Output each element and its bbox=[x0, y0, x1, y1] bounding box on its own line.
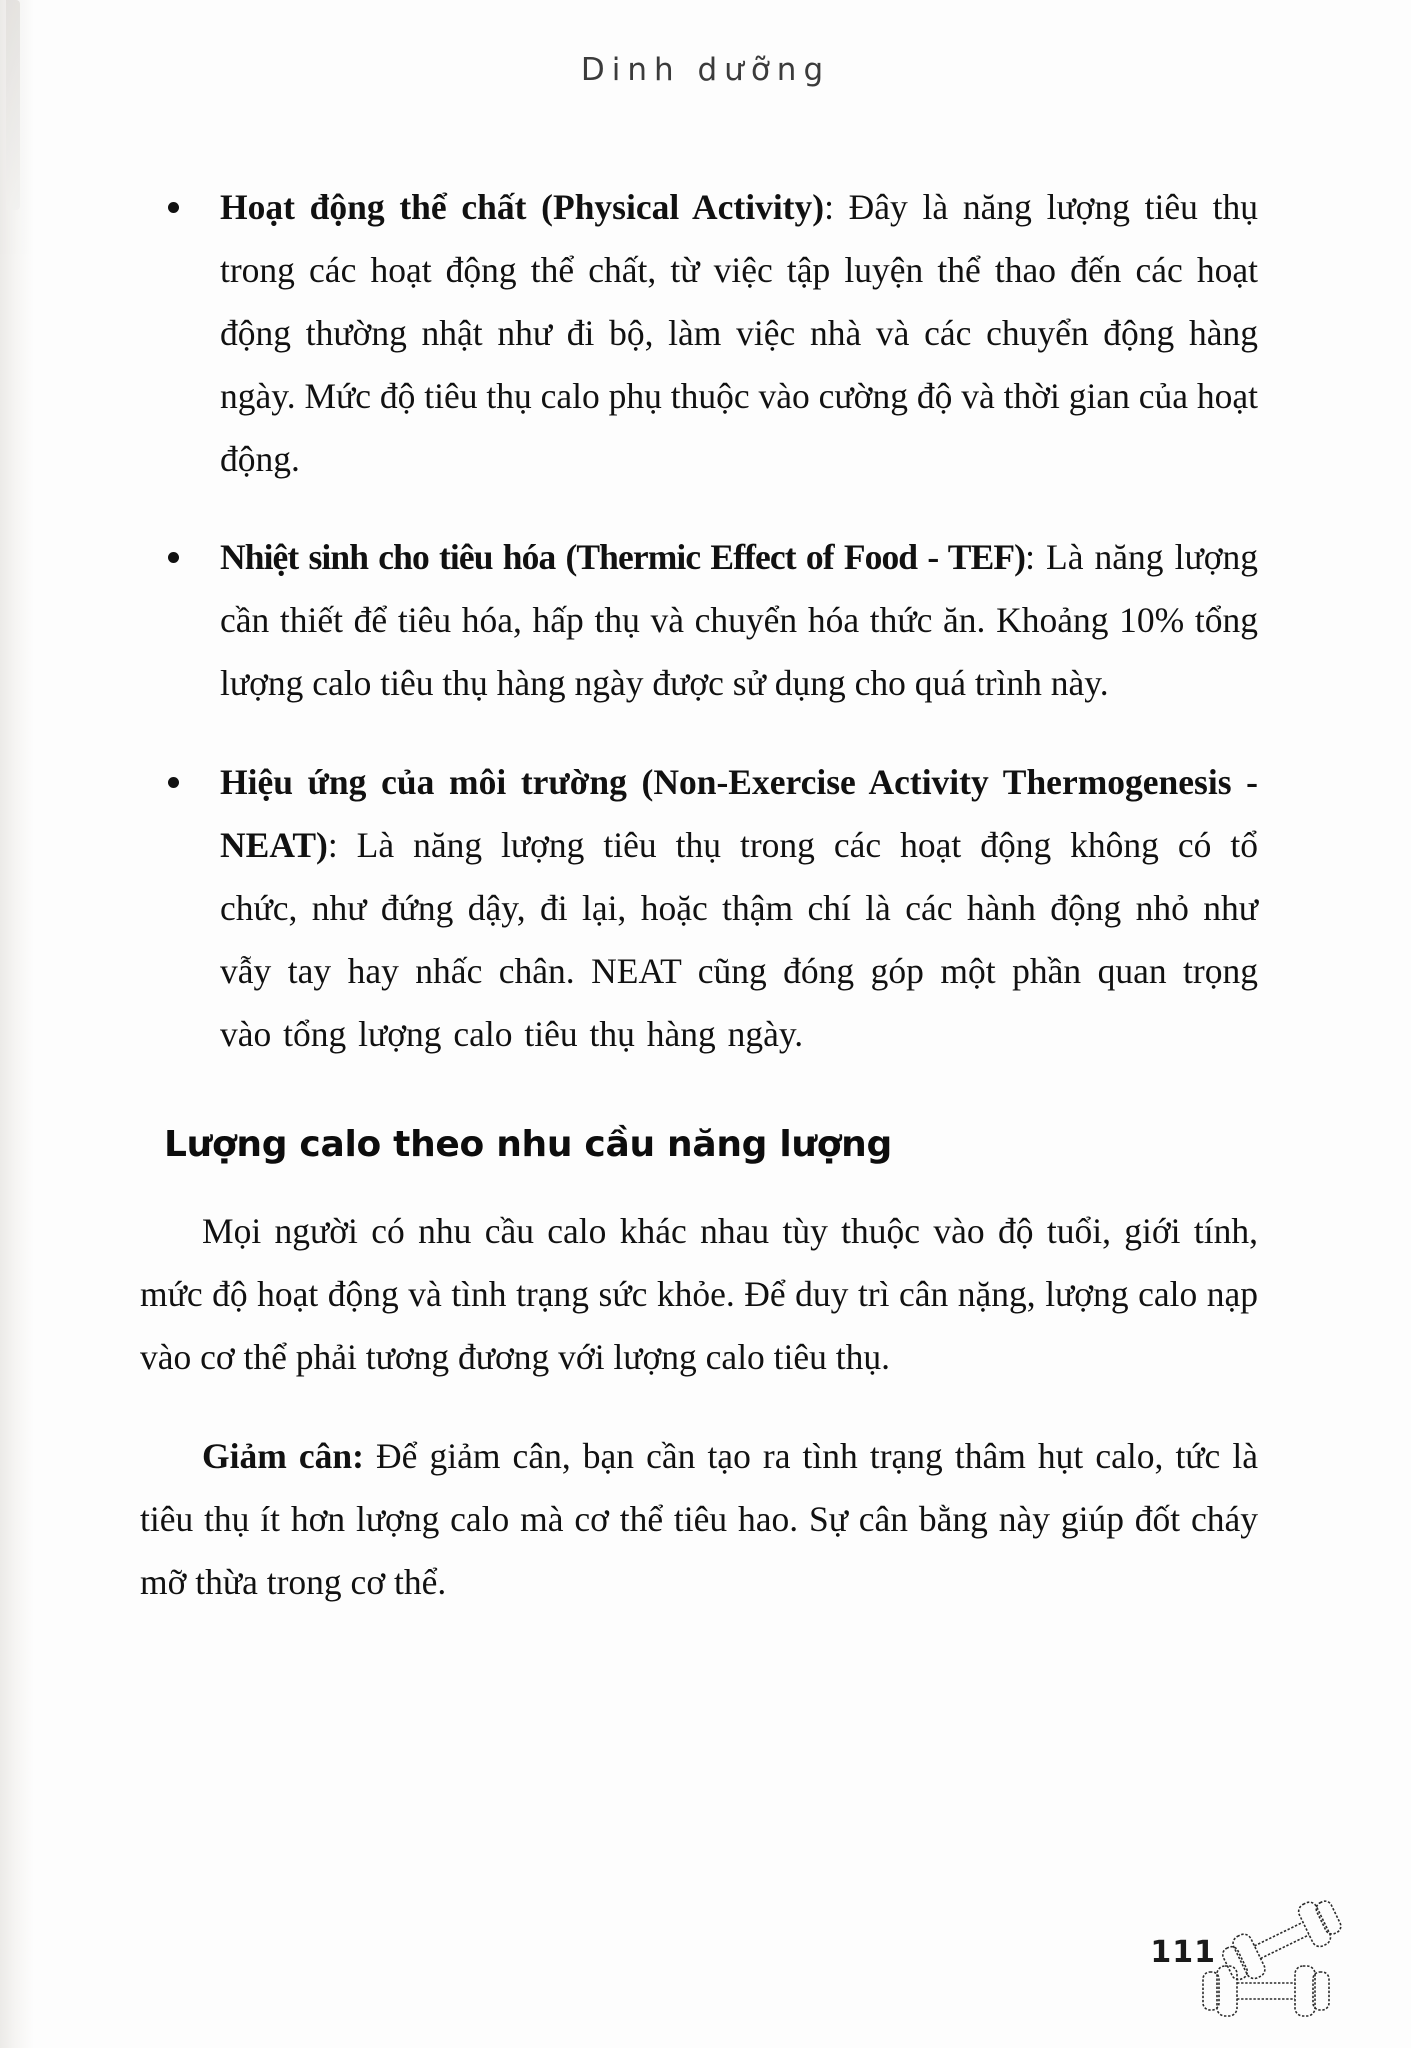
running-head: Dinh dưỡng bbox=[580, 52, 831, 88]
bullet-lead-label: Hoạt động thể chất (Physical Activity) bbox=[220, 186, 825, 227]
paragraph-lead-label: Giảm cân: bbox=[202, 1435, 364, 1476]
section-heading: Lượng calo theo nhu cầu năng lượng bbox=[164, 1123, 892, 1165]
bullet-paragraph bbox=[220, 176, 1258, 491]
bullet-paragraph bbox=[220, 526, 1258, 715]
bullet-dot-icon bbox=[168, 777, 179, 788]
bullet-body-text: : Là năng lượng tiêu thụ trong các hoạt động không có tổ chức, như đứng dậy, đi lại, hoặc thậm chí là các hành động nhỏ như vẫy tay hay nhấc chân. NEAT cũng đóng góp một phần quan trọng vào tổng lượng calo tiêu thụ hàng ngày. bbox=[220, 824, 1258, 1054]
scan-edge-artifact bbox=[6, 0, 20, 210]
bullet-item-physical-activity bbox=[140, 176, 1258, 491]
paragraph-body-text: Để giảm cân, bạn cần tạo ra tình trạng thâm hụt calo, tức là tiêu thụ ít hơn lượng calo mà cơ thể tiêu hao. Sự cân bằng này giúp đốt cháy mỡ thừa trong cơ thể. bbox=[140, 1435, 1258, 1602]
section-paragraph-2 bbox=[140, 1425, 1258, 1614]
bullet-dot-icon bbox=[168, 552, 179, 563]
page-number: 111 bbox=[1150, 1935, 1216, 1970]
bullet-paragraph bbox=[220, 751, 1258, 1066]
bullet-body-text: : Là năng lượng cần thiết để tiêu hóa, hấp thụ và chuyển hóa thức ăn. Khoảng 10% tổng lượng calo tiêu thụ hàng ngày được sử dụng cho quá trình này. bbox=[220, 537, 1259, 703]
page-content bbox=[140, 140, 1258, 1640]
bullet-lead-label: Hiệu ứng của môi trường (Non-Exercise Activity Thermogenesis - NEAT) bbox=[220, 761, 1258, 865]
bullet-item-neat bbox=[140, 751, 1258, 1066]
bullet-body-text: : Đây là năng lượng tiêu thụ trong các hoạt động thể chất, từ việc tập luyện thể thao đến các hoạt động thường nhật như đi bộ, làm việc nhà và các chuyển động hàng ngày. Mức độ tiêu thụ calo phụ thuộc vào cường độ và thời gian của hoạt động. bbox=[220, 186, 1258, 479]
dumbbell-icon bbox=[1185, 1884, 1375, 2034]
scan-edge-shadow bbox=[0, 0, 34, 2048]
section-paragraph-1: Mọi người có nhu cầu calo khác nhau tùy thuộc vào độ tuổi, giới tính, mức độ hoạt động và tình trạng sức khỏe. Để duy trì cân nặng, lượng calo nạp vào cơ thể phải tương đương với lượng calo tiêu thụ. bbox=[140, 1211, 1258, 1377]
bullet-lead-label: Nhiệt sinh cho tiêu hóa (Thermic Effect of Food - TEF) bbox=[220, 537, 1026, 577]
bullet-item-thermic-effect-of-food bbox=[140, 526, 1258, 715]
bullet-dot-icon bbox=[168, 202, 179, 213]
